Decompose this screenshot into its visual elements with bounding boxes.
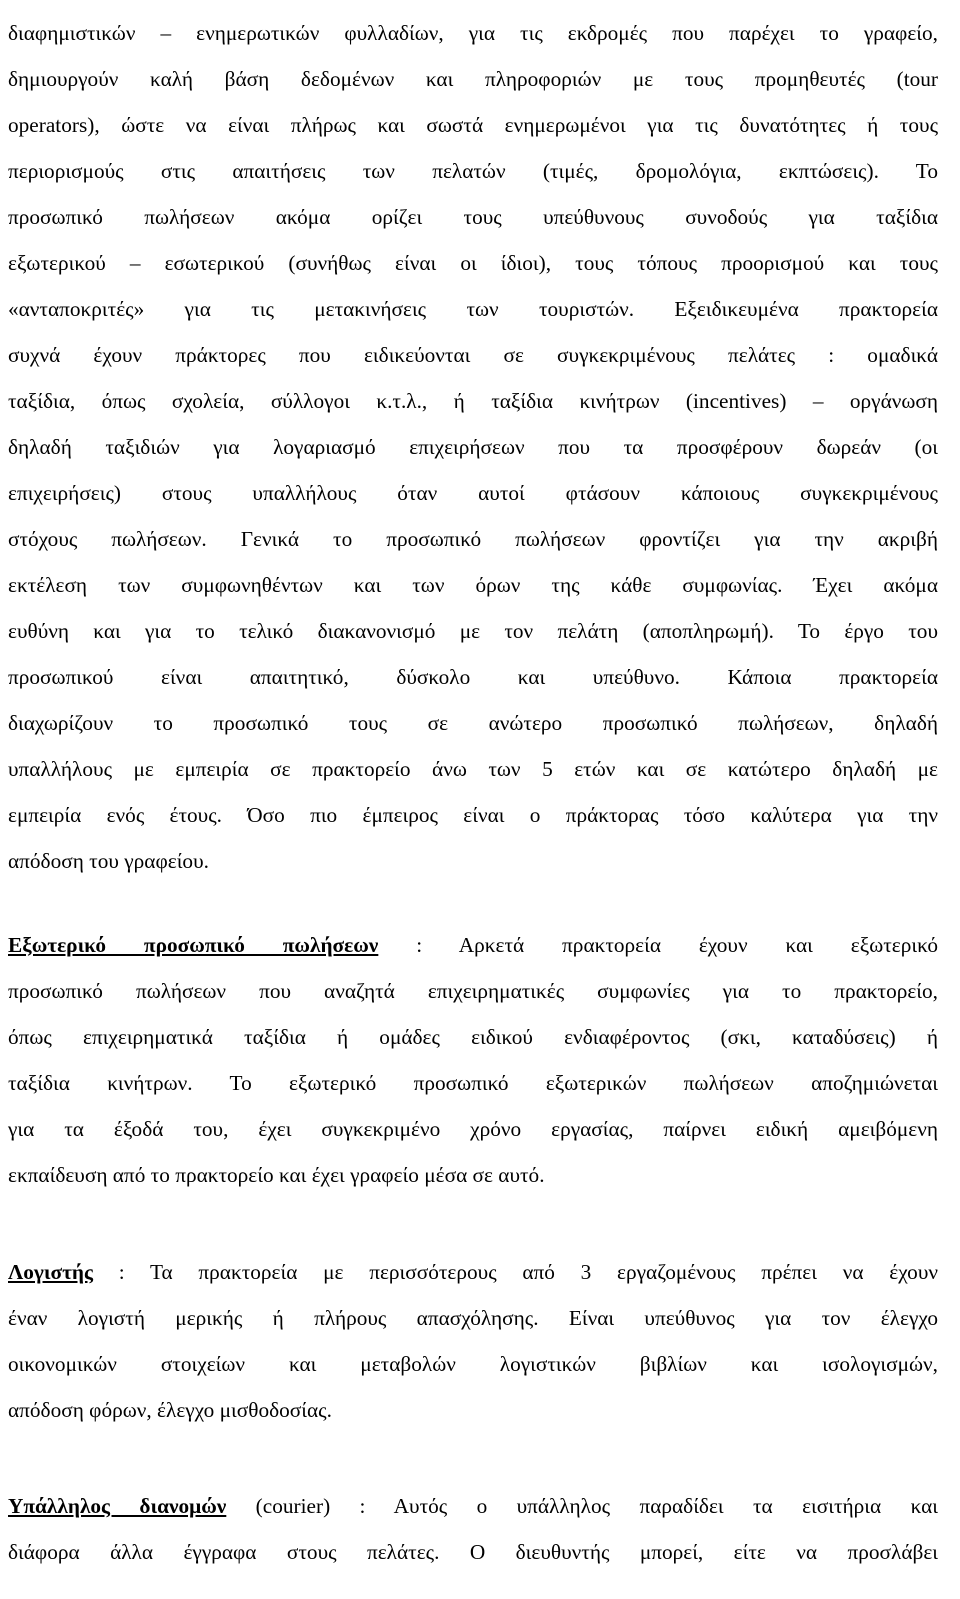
text-line: έναν λογιστή μερικής ή πλήρους απασχόλησης. Είναι υπεύθυνος για τον έλεγχο bbox=[8, 1306, 938, 1330]
text-line: υπαλλήλους με εμπειρία σε πρακτορείο άνω των 5 ετών και σε κατώτερο δηλαδή με bbox=[8, 757, 938, 781]
text-line: συχνά έχουν πράκτορες που ειδικεύονται σε συγκεκριμένους πελάτες : ομαδικά bbox=[8, 343, 938, 367]
text-line: προσωπικό πωλήσεων που αναζητά επιχειρηματικές συμφωνίες για το πρακτορείο, bbox=[8, 979, 938, 1003]
paragraph-accountant bbox=[8, 1249, 938, 1433]
text-line: εμπειρία ενός έτους. Όσο πιο έμπειρος είναι ο πράκτορας τόσο καλύτερα για την bbox=[8, 803, 938, 827]
text-line: operators), ώστε να είναι πλήρως και σωστά ενημερωμένοι για τις δυνατότητες ή τους bbox=[8, 113, 938, 137]
paragraph-external-sales bbox=[8, 922, 938, 1198]
text-line: όπως επιχειρηματικά ταξίδια ή ομάδες ειδικού ενδιαφέροντος (σκι, καταδύσεις) ή bbox=[8, 1025, 938, 1049]
text-line: ευθύνη και για το τελικό διακανονισμό με τον πελάτη (αποπληρωμή). Το έργο του bbox=[8, 619, 938, 643]
text-line: επιχειρήσεις) στους υπαλλήλους όταν αυτοί φτάσουν κάποιους συγκεκριμένους bbox=[8, 481, 938, 505]
paragraph-sales-staff bbox=[8, 10, 938, 884]
text-line: ταξίδια, όπως σχολεία, σύλλογοι κ.τ.λ., ή ταξίδια κινήτρων (incentives) – οργάνωση bbox=[8, 389, 938, 413]
text-line: στόχους πωλήσεων. Γενικά το προσωπικό πωλήσεων φροντίζει για την ακριβή bbox=[8, 527, 938, 551]
text-line: περιορισμούς στις απαιτήσεις των πελατών (τιμές, δρομολόγια, εκπτώσεις). Το bbox=[8, 159, 938, 183]
text-segment: (courier) : Αυτός ο υπάλληλος παραδίδει τα εισιτήρια και bbox=[226, 1494, 938, 1518]
text-line: διαφημιστικών – ενημερωτικών φυλλαδίων, για τις εκδρομές που παρέχει το γραφείο, bbox=[8, 21, 938, 45]
text-line: εξωτερικού – εσωτερικού (συνήθως είναι οι ίδιοι), τους τόπους προορισμού και τους bbox=[8, 251, 938, 275]
section-term: Εξωτερικό προσωπικό πωλήσεων bbox=[8, 933, 379, 957]
text-line: διάφορα άλλα έγγραφα στους πελάτες. Ο διευθυντής μπορεί, είτε να προσλάβει bbox=[8, 1540, 938, 1564]
text-line: εκπαίδευση από το πρακτορείο και έχει γραφείο μέσα σε αυτό. bbox=[8, 1163, 545, 1187]
text-line: απόδοση του γραφείου. bbox=[8, 849, 209, 873]
text-segment: : Αρκετά πρακτορεία έχουν και εξωτερικό bbox=[378, 933, 938, 957]
text-segment: : Τα πρακτορεία με περισσότερους από 3 εργαζομένους πρέπει να έχουν bbox=[92, 1260, 938, 1284]
text-line bbox=[8, 1483, 938, 1529]
text-line: ταξίδια κινήτρων. Το εξωτερικό προσωπικό εξωτερικών πωλήσεων αποζημιώνεται bbox=[8, 1071, 938, 1095]
section-term: Υπάλληλος διανομών bbox=[8, 1494, 227, 1518]
text-line: εκτέλεση των συμφωνηθέντων και των όρων της κάθε συμφωνίας. Έχει ακόμα bbox=[8, 573, 938, 597]
text-line: απόδοση φόρων, έλεγχο μισθοδοσίας. bbox=[8, 1398, 332, 1422]
text-line bbox=[8, 1249, 938, 1295]
text-line: δημιουργούν καλή βάση δεδομένων και πληροφοριών με τους προμηθευτές (tour bbox=[8, 67, 938, 91]
text-line: διαχωρίζουν το προσωπικό τους σε ανώτερο προσωπικό πωλήσεων, δηλαδή bbox=[8, 711, 938, 735]
text-line: οικονομικών στοιχείων και μεταβολών λογιστικών βιβλίων και ισολογισμών, bbox=[8, 1352, 938, 1376]
text-line bbox=[8, 922, 938, 968]
text-line: για τα έξοδά του, έχει συγκεκριμένο χρόνο εργασίας, παίρνει ειδική αμειβόμενη bbox=[8, 1117, 938, 1141]
paragraph-courier bbox=[8, 1483, 938, 1575]
text-line: δηλαδή ταξιδιών για λογαριασμό επιχειρήσεων που τα προσφέρουν δωρεάν (οι bbox=[8, 435, 938, 459]
text-line: «ανταποκριτές» για τις μετακινήσεις των τουριστών. Εξειδικευμένα πρακτορεία bbox=[8, 297, 938, 321]
text-line: προσωπικό πωλήσεων ακόμα ορίζει τους υπεύθυνους συνοδούς για ταξίδια bbox=[8, 205, 938, 229]
text-line: προσωπικού είναι απαιτητικό, δύσκολο και υπεύθυνο. Κάποια πρακτορεία bbox=[8, 665, 938, 689]
section-term: Λογιστής bbox=[8, 1260, 93, 1284]
